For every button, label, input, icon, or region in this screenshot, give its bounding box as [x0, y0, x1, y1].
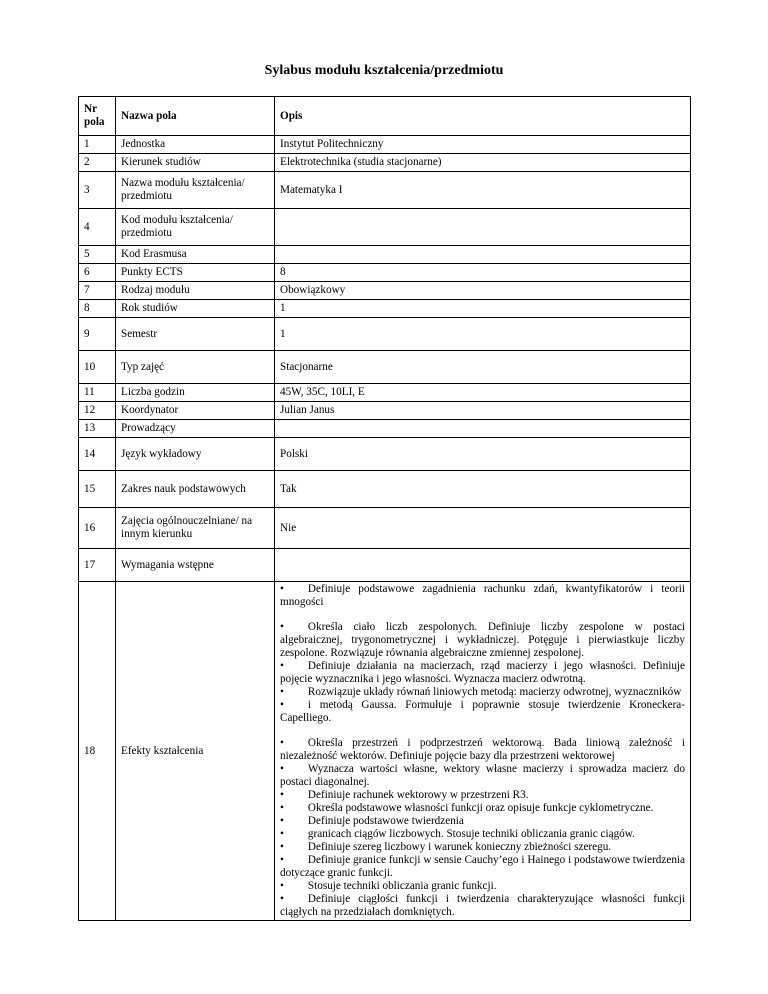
effect-text: Wyznacza wartości własne, wektory własne macierzy i sprowadza macierz do postaci diagonalnej. [280, 763, 685, 788]
list-item [280, 621, 685, 660]
table-row [79, 154, 691, 172]
list-item [280, 583, 685, 609]
row-nr: 2 [79, 154, 116, 172]
list-item [280, 660, 685, 686]
row-desc: 1 [275, 318, 691, 351]
row-name: Typ zajęć [116, 351, 275, 384]
row-nr: 3 [79, 172, 116, 209]
list-item [280, 828, 685, 841]
bullet-icon: • [280, 854, 284, 866]
row-desc: 8 [275, 264, 691, 282]
row-name: Wymagania wstępne [116, 549, 275, 582]
row-nr: 13 [79, 420, 116, 438]
bullet-icon: • [280, 660, 284, 672]
row-desc [275, 420, 691, 438]
row-name: Zakres nauk podstawowych [116, 471, 275, 508]
row-name: Punkty ECTS [116, 264, 275, 282]
row-name: Rodzaj modułu [116, 282, 275, 300]
table-row [79, 136, 691, 154]
bullet-icon: • [280, 893, 284, 905]
row-nr: 5 [79, 246, 116, 264]
table-row [79, 172, 691, 209]
table-row [79, 264, 691, 282]
effect-text: granicach ciągów liczbowych. Stosuje techniki obliczania granic ciągów. [307, 828, 635, 840]
row-nr: 6 [79, 264, 116, 282]
list-item [280, 893, 685, 919]
row-nr: 1 [79, 136, 116, 154]
row-nr: 8 [79, 300, 116, 318]
effect-text: Określa ciało liczb zespolonych. Definiuje liczby zespolone w postaci algebraicznej, trygonometrycznej i wykładniczej. Potęguje i pierwiastkuje liczby zespolone. Rozwiązuje równania algebraiczne zmiennej zespolonej. [280, 621, 685, 659]
row-desc [275, 549, 691, 582]
table-header-row [79, 97, 691, 136]
row-desc: Polski [275, 438, 691, 471]
effect-text: i metodą Gaussa. Formułuje i poprawnie stosuje twierdzenie Kroneckera-Capelliego. [280, 699, 685, 724]
row-nr: 15 [79, 471, 116, 508]
row-desc [275, 246, 691, 264]
row-name: Kierunek studiów [116, 154, 275, 172]
list-item [280, 737, 685, 763]
row-name: Język wykładowy [116, 438, 275, 471]
effect-text: Stosuje techniki obliczania granic funkcji. [307, 880, 497, 892]
row-nr: 16 [79, 508, 116, 549]
list-item [280, 789, 685, 802]
row-nr: 10 [79, 351, 116, 384]
table-row [79, 471, 691, 508]
syllabus-table [78, 96, 691, 921]
row-desc: 1 [275, 300, 691, 318]
row-desc: Obowiązkowy [275, 282, 691, 300]
table-row [79, 351, 691, 384]
effect-text: Definiuje granice funkcji w sensie Cauchy’ego i Hainego i podstawowe twierdzenia dotyczące granic funkcji. [280, 854, 685, 879]
row-nr: 17 [79, 549, 116, 582]
row-name: Efekty kształcenia [116, 582, 275, 921]
bullet-icon: • [280, 880, 284, 892]
table-row [79, 438, 691, 471]
row-nr: 14 [79, 438, 116, 471]
effects-group [280, 737, 685, 919]
row-nr: 4 [79, 209, 116, 246]
bullet-icon: • [280, 828, 284, 840]
list-item [280, 854, 685, 880]
list-item [280, 763, 685, 789]
row-nr: 7 [79, 282, 116, 300]
effects-group [280, 621, 685, 725]
row-name: Kod Erasmusa [116, 246, 275, 264]
table-row [79, 282, 691, 300]
row-nr: 9 [79, 318, 116, 351]
row-name: Prowadzący [116, 420, 275, 438]
effect-text: Definiuje rachunek wektorowy w przestrzeni R3. [307, 789, 529, 801]
row-desc: Tak [275, 471, 691, 508]
row-nr: 11 [79, 384, 116, 402]
row-desc: Stacjonarne [275, 351, 691, 384]
row-desc: Instytut Politechniczny [275, 136, 691, 154]
row-name: Liczba godzin [116, 384, 275, 402]
table-row [79, 246, 691, 264]
effect-text: Rozwiązuje układy równań liniowych metodą: macierzy odwrotnej, wyznaczników [307, 686, 682, 698]
effect-text: Definiuje podstawowe twierdzenia [307, 815, 464, 827]
row-name: Jednostka [116, 136, 275, 154]
bullet-icon: • [280, 699, 284, 711]
header-name: Nazwa pola [116, 97, 275, 136]
effect-text: Określa przestrzeń i podprzestrzeń wektorową. Bada liniową zależność i niezależność wektorów. Definiuje pojęcie bazy dla przestrzeni wektorowej [280, 737, 685, 762]
row-name: Kod modułu kształcenia/ przedmiotu [116, 209, 275, 246]
table-row [79, 318, 691, 351]
effect-text: Definiuje działania na macierzach, rząd macierzy i jego własności. Definiuje pojęcie wyznacznika i jego własności. Wyznacza macierz odwrotną. [280, 660, 685, 685]
effect-text: Definiuje ciągłości funkcji i twierdzenia charakteryzujące własności funkcji ciągłych na przedziałach domkniętych. [280, 893, 685, 918]
list-item [280, 815, 685, 828]
bullet-icon: • [280, 737, 284, 749]
bullet-icon: • [280, 621, 284, 633]
row-name: Semestr [116, 318, 275, 351]
table-row-effects [79, 582, 691, 921]
list-item [280, 802, 685, 815]
effects-group [280, 583, 685, 609]
row-nr: 12 [79, 402, 116, 420]
row-name: Rok studiów [116, 300, 275, 318]
table-row [79, 420, 691, 438]
header-nr: Nr pola [79, 97, 116, 136]
list-item [280, 686, 685, 699]
list-item [280, 699, 685, 725]
row-nr: 18 [79, 582, 116, 921]
table-row [79, 384, 691, 402]
bullet-icon: • [280, 802, 284, 814]
row-desc: Julian Janus [275, 402, 691, 420]
bullet-icon: • [280, 841, 284, 853]
list-item [280, 880, 685, 893]
table-row [79, 508, 691, 549]
row-desc: 45W, 35C, 10LI, E [275, 384, 691, 402]
row-name: Zajęcia ogólnouczelniane/ na innym kierunku [116, 508, 275, 549]
table-row [79, 549, 691, 582]
row-name: Koordynator [116, 402, 275, 420]
bullet-icon: • [280, 815, 284, 827]
header-desc: Opis [275, 97, 691, 136]
effect-text: Definiuje podstawowe zagadnienia rachunku zdań, kwantyfikatorów i teorii mnogości [280, 583, 685, 608]
effect-text: Określa podstawowe własności funkcji oraz opisuje funkcje cyklometryczne. [307, 802, 654, 814]
table-row [79, 300, 691, 318]
bullet-icon: • [280, 686, 284, 698]
bullet-icon: • [280, 763, 284, 775]
row-desc: Elektrotechnika (studia stacjonarne) [275, 154, 691, 172]
table-row [79, 402, 691, 420]
row-name: Nazwa modułu kształcenia/ przedmiotu [116, 172, 275, 209]
effect-text: Definiuje szereg liczbowy i warunek konieczny zbieżności szeregu. [307, 841, 612, 853]
row-desc: Nie [275, 508, 691, 549]
table-row [79, 209, 691, 246]
effects-list [275, 582, 691, 921]
bullet-icon: • [280, 583, 284, 595]
row-desc: Matematyka I [275, 172, 691, 209]
document-title: Sylabus modułu kształcenia/przedmiotu [264, 63, 504, 78]
list-item [280, 841, 685, 854]
bullet-icon: • [280, 789, 284, 801]
row-desc [275, 209, 691, 246]
